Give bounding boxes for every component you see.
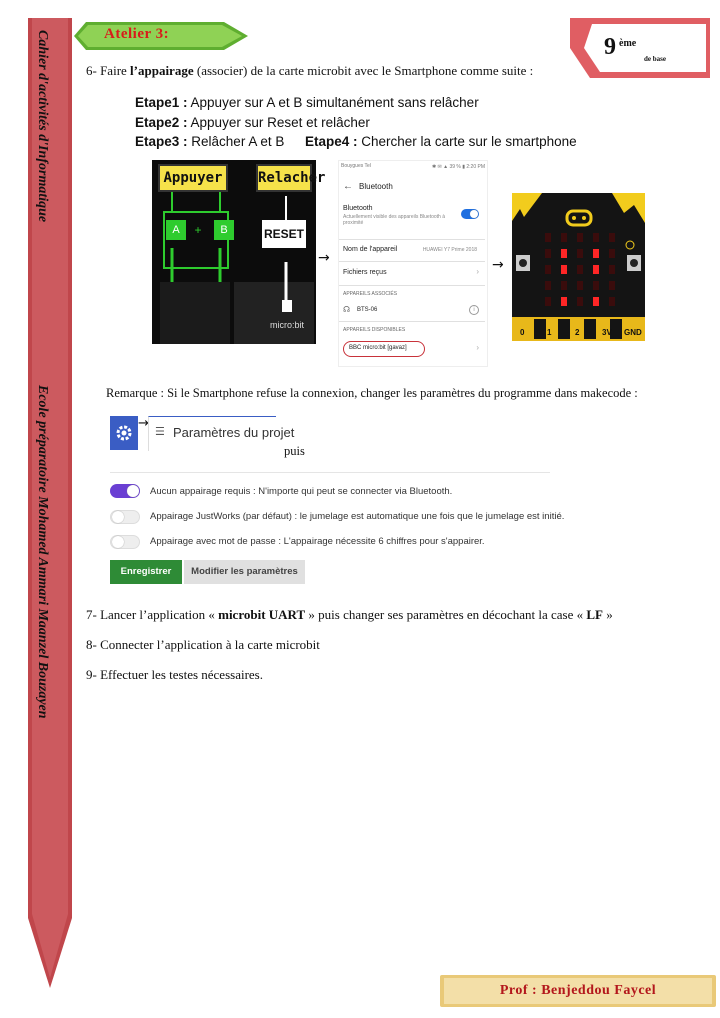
- pin-label: GND: [624, 328, 642, 337]
- reset-label: RESET: [262, 220, 306, 248]
- step-4: [305, 134, 577, 149]
- pin-label: 2: [575, 328, 580, 337]
- option-3-text: Appairage avec mot de passe : L'appairage nécessite 6 chiffres pour s'appairer.: [150, 536, 485, 547]
- device-name-label: Nom de l'appareil: [343, 246, 398, 253]
- step-1: [135, 95, 479, 110]
- step-label: Etape3 :: [135, 134, 188, 149]
- step6-prefix: 6- Faire: [86, 63, 131, 78]
- press-label: Appuyer: [158, 164, 228, 192]
- toggle-option-1[interactable]: [110, 484, 140, 498]
- gear-icon: [110, 416, 138, 450]
- status-left: Bouygues Tel: [341, 163, 371, 169]
- step7-app: microbit UART: [218, 607, 306, 622]
- pin-label: 1: [547, 328, 552, 337]
- button-a-label: A: [166, 220, 186, 240]
- bt-sub: Actuellement visible des appareils Bluetooth à proximité: [343, 214, 446, 226]
- arrow-right-icon: →: [492, 257, 504, 273]
- available-device: BBC micro:bit [gavaz]: [349, 345, 407, 351]
- step-desc: Appuyer sur Reset et relâcher: [187, 115, 370, 130]
- step-desc: Relâcher A et B: [187, 134, 285, 149]
- level-base: de base: [644, 55, 666, 63]
- step7-text: [86, 607, 613, 623]
- board-photo: [152, 160, 326, 344]
- remark-text: Remarque : Si le Smartphone refuse la connexion, changer les paramètres du programme dans makecode :: [106, 386, 638, 400]
- plus-label: +: [194, 223, 202, 237]
- chevron-right-icon: ›: [476, 343, 479, 352]
- microbit-board: [512, 193, 645, 341]
- chevron-right-icon: ›: [476, 267, 479, 276]
- available-device-row[interactable]: [339, 337, 485, 359]
- project-settings-menu[interactable]: [148, 416, 295, 451]
- received-files: Fichiers reçus: [343, 269, 387, 276]
- project-settings-label: Paramètres du projet: [173, 425, 295, 440]
- step7-box: LF: [586, 607, 603, 622]
- paired-header: APPAREILS ASSOCIÉS: [343, 291, 398, 297]
- gear-button[interactable]: [110, 416, 138, 450]
- status-right: ✱ ✉ ▲ 39 % ▮ 2:20 PM: [431, 164, 485, 170]
- sidebar-top-text: Cahier d'activités d'Informatique: [35, 30, 50, 223]
- step-label: Etape2 :: [135, 115, 188, 130]
- step-desc: Chercher la carte sur le smartphone: [357, 134, 577, 149]
- save-button[interactable]: Enregistrer: [110, 560, 182, 584]
- option-1-text: Aucun appairage requis : N'importe qui peut se connecter via Bluetooth.: [150, 486, 453, 497]
- footer-banner: [440, 975, 716, 1007]
- bt-label: Bluetooth: [343, 205, 373, 212]
- level-badge: [570, 18, 710, 78]
- release-label: Relacher: [256, 164, 312, 192]
- button-b-label: B: [214, 220, 234, 240]
- step7-suffix: »: [602, 607, 613, 622]
- received-files-row[interactable]: [339, 261, 485, 286]
- atelier-title: Atelier 3:: [104, 26, 170, 42]
- modify-settings-button[interactable]: Modifier les paramètres: [184, 560, 305, 584]
- step7-prefix: 7- Lancer l’application «: [86, 607, 219, 622]
- headphones-icon: ☊: [343, 305, 351, 314]
- step-3: [135, 134, 284, 149]
- step8-text: 8- Connecter l’application à la carte microbit: [86, 637, 320, 652]
- device-name-row[interactable]: [339, 239, 485, 262]
- paired-device-row[interactable]: [339, 299, 485, 322]
- back-arrow-icon[interactable]: ←: [343, 181, 353, 192]
- step-2: [135, 115, 370, 130]
- step-label: Etape1 :: [135, 95, 188, 110]
- step6-bold: l’appairage: [130, 63, 194, 78]
- bt-toggle[interactable]: [461, 209, 479, 219]
- toggle-option-2[interactable]: [110, 510, 140, 524]
- sliders-icon: ☰: [155, 425, 165, 438]
- info-icon[interactable]: i: [469, 305, 479, 315]
- step9-text: 9- Effectuer les testes nécessaires.: [86, 667, 263, 682]
- sidebar-bottom-text: Ecole préparatoire Mohamed Ammari Maanzel Bouzayen: [35, 385, 50, 719]
- option-2-text: Appairage JustWorks (par défaut) : le jumelage est automatique une fois que le jumelage est initié.: [150, 511, 565, 522]
- level-superscript: ème: [619, 38, 637, 49]
- bt-row[interactable]: [339, 199, 485, 240]
- divider: [110, 472, 550, 473]
- arrow-right-icon: →: [138, 416, 149, 431]
- author-name: Prof : Benjeddou Faycel: [444, 978, 712, 1004]
- step7-middle: » puis changer ses paramètres en décochant la case «: [305, 607, 587, 622]
- device-name-value: HUAWEI Y7 Prime 2018: [422, 247, 477, 253]
- step6-text: [86, 63, 533, 79]
- paired-device: BTS-06: [357, 307, 378, 313]
- pin-label: 0: [520, 328, 525, 337]
- arrow-right-icon: →: [318, 250, 330, 266]
- available-header: APPAREILS DISPONIBLES: [343, 327, 406, 333]
- pin-label: 3V: [602, 328, 612, 337]
- phone-screenshot: [338, 160, 488, 367]
- step-label: Etape4 :: [305, 134, 358, 149]
- puis-text: puis: [284, 444, 305, 458]
- phone-title: Bluetooth: [359, 182, 393, 191]
- step-desc: Appuyer sur A et B simultanément sans relâcher: [187, 95, 479, 110]
- toggle-option-3[interactable]: [110, 535, 140, 549]
- microbit-label: micro:bit: [270, 320, 305, 330]
- step6-suffix: (associer) de la carte microbit avec le Smartphone comme suite :: [193, 63, 534, 78]
- level-number: 9: [604, 34, 616, 60]
